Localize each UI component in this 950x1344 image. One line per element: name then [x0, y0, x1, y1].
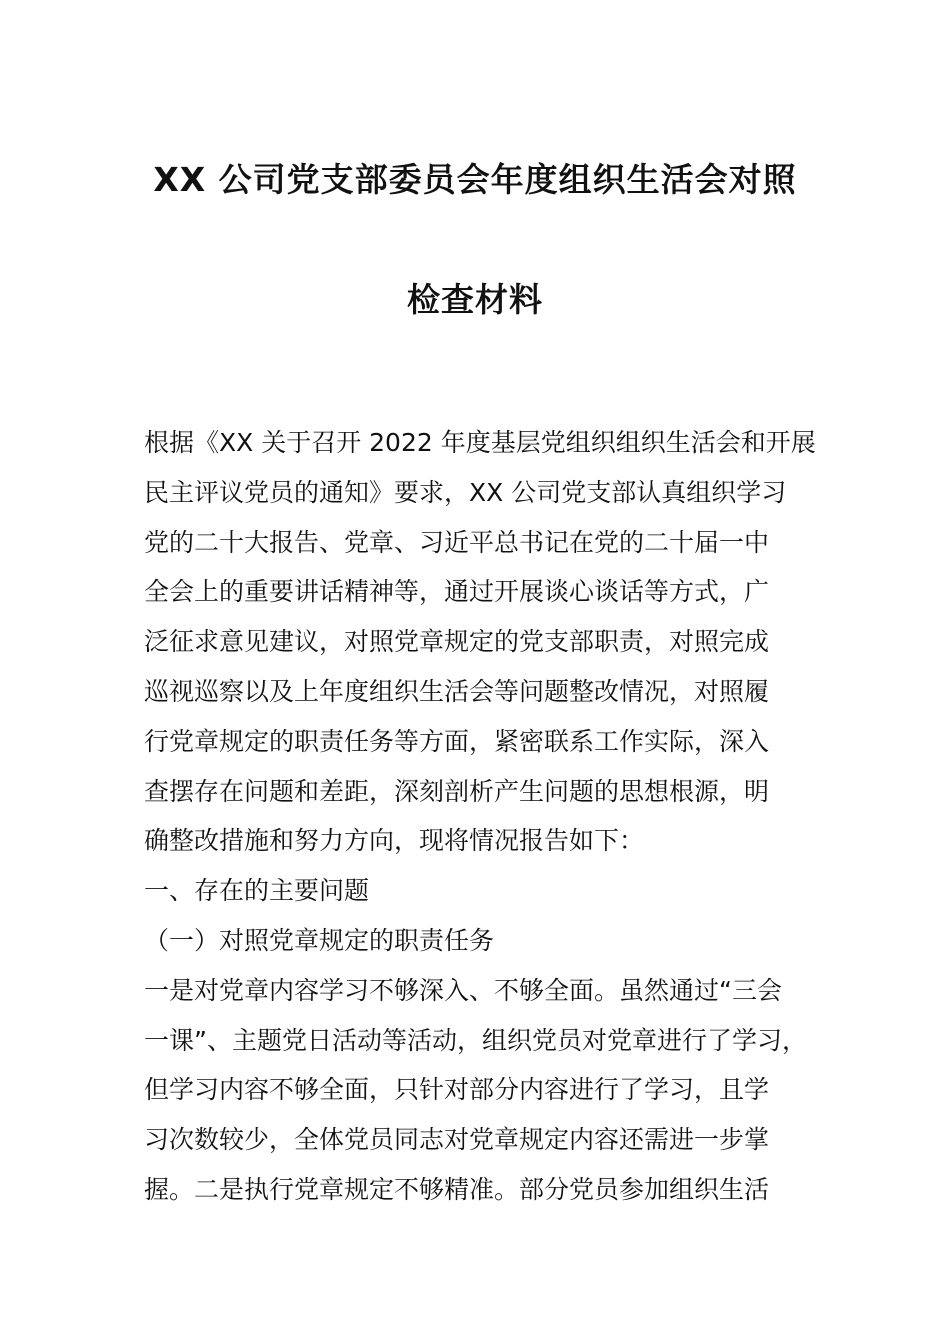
document-body — [144, 418, 834, 1215]
body-line-15: 习次数较少，全体党员同志对党章规定内容还需进一步掌 — [144, 1125, 770, 1155]
body-line-3: 党的二十大报告、党章、习近平总书记在党的二十届一中 — [144, 527, 770, 557]
body-line-7: 行党章规定的职责任务等方面，紧密联系工作实际，深入 — [144, 726, 770, 756]
body-line-4: 全会上的重要讲话精神等，通过开展谈心谈话等方式，广 — [144, 577, 770, 607]
body-line-8: 查摆存在问题和差距，深刻剖析产生问题的思想根源，明 — [144, 776, 770, 806]
document-title-line-1: XX 公司党支部委员会年度组织生活会对照 — [153, 160, 797, 199]
body-line-14: 但学习内容不够全面，只针对部分内容进行了学习，且学 — [144, 1075, 770, 1105]
document-title-line-2: 检查材料 — [407, 280, 543, 319]
body-line-12: 一是对党章内容学习不够深入、不够全面。虽然通过“三会 — [144, 975, 782, 1005]
section-heading-1: 一、存在的主要问题 — [144, 876, 370, 906]
body-line-2: 民主评议党员的通知》要求，XX 公司党支部认真组织学习 — [144, 477, 787, 507]
body-line-1: 根据《XX 关于召开 2022 年度基层党组织组织生活会和开展 — [144, 428, 816, 457]
body-line-13: 一课”、主题党日活动等活动，组织党员对党章进行了学习， — [144, 1025, 807, 1055]
body-line-5: 泛征求意见建议，对照党章规定的党支部职责，对照完成 — [144, 627, 770, 657]
subsection-heading-1: （一）对照党章规定的职责任务 — [144, 925, 495, 955]
body-line-9: 确整改措施和努力方向，现将情况报告如下： — [144, 826, 645, 856]
body-line-6: 巡视巡察以及上年度组织生活会等问题整改情况，对照履 — [144, 676, 770, 706]
body-line-16: 握。二是执行党章规定不够精准。部分党员参加组织生活 — [144, 1174, 770, 1204]
